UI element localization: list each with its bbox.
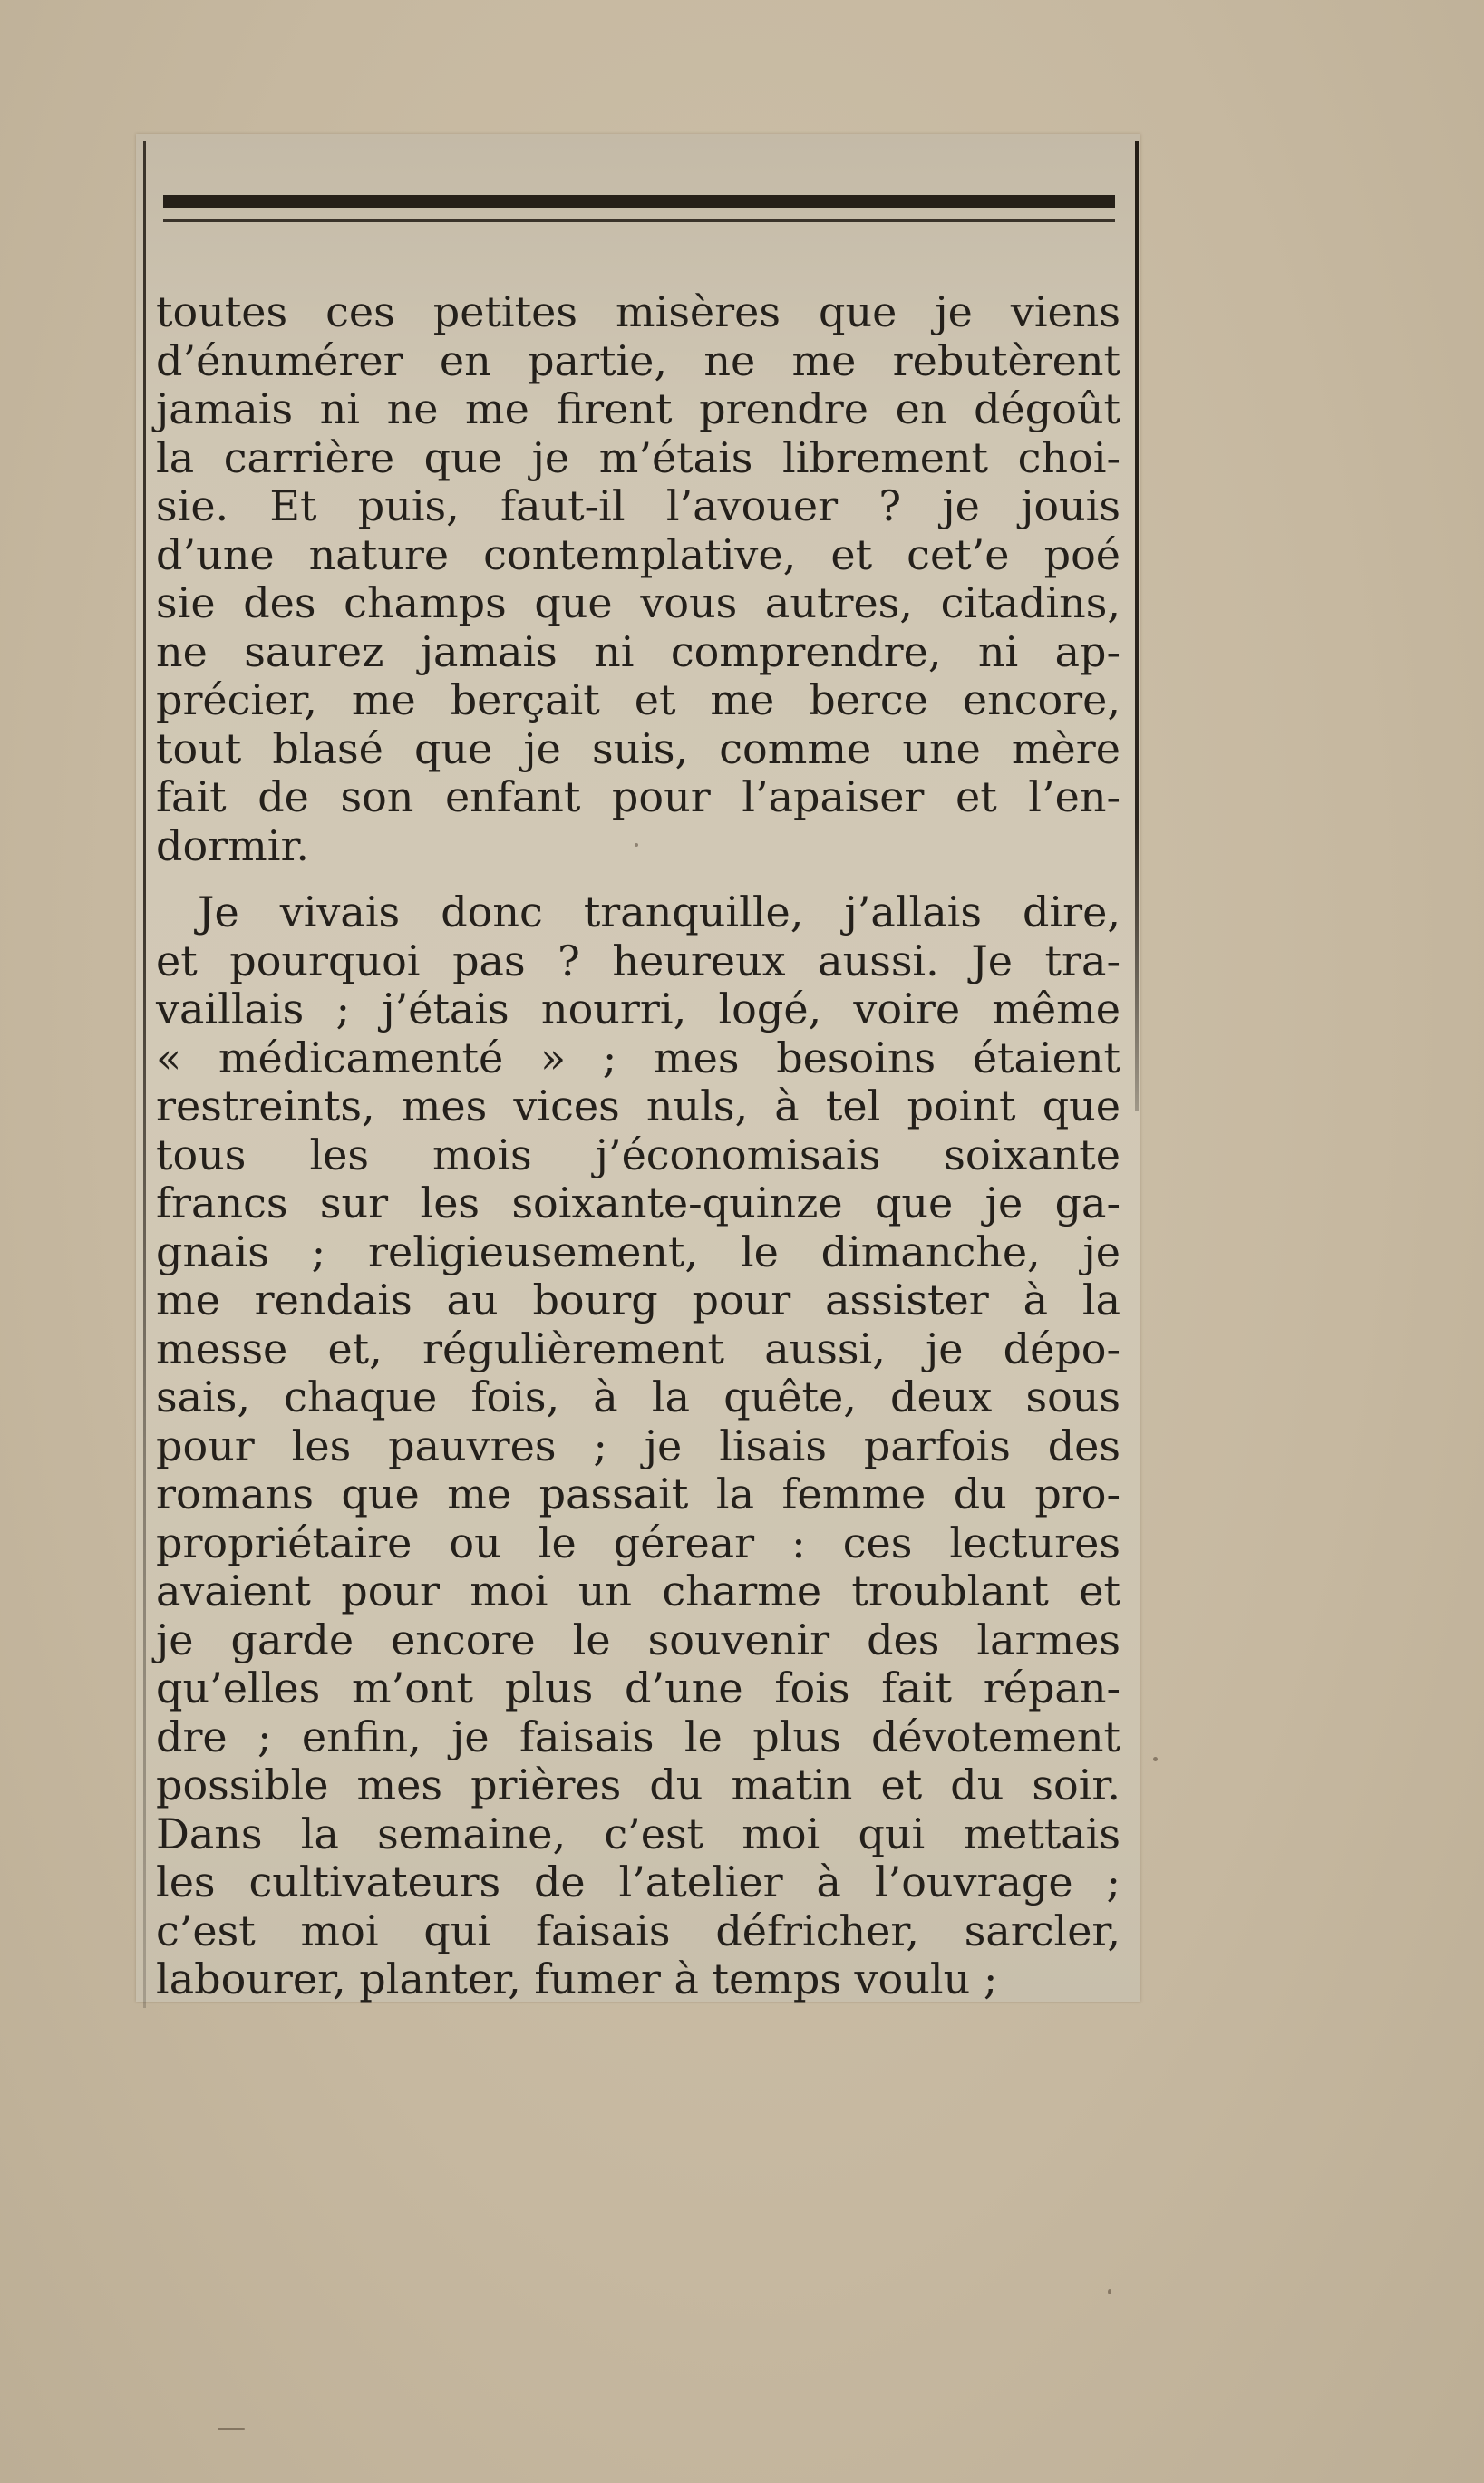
- text-line: précier, me berçait et me berce encore,: [156, 675, 1120, 724]
- text-line: tout blasé que je suis, comme une mère: [156, 723, 1120, 773]
- header-rule-thick: [163, 195, 1115, 208]
- header-rule-thin: [163, 219, 1115, 222]
- text-line: me rendais au bourg pour assister à la: [156, 1275, 1120, 1324]
- column-rule-left: [143, 141, 146, 2008]
- text-line: qu’elles m’ont plus d’une fois fait répan-: [156, 1663, 1120, 1712]
- text-line: et pourquoi pas ? heureux aussi. Je tra-: [156, 936, 1120, 985]
- text-line: Dans la semaine, c’est moi qui mettais: [156, 1809, 1120, 1858]
- text-line: messe et, régulièrement aussi, je dépo-: [156, 1324, 1120, 1373]
- text-line: fait de son enfant pour l’apaiser et l’en-: [156, 772, 1120, 821]
- column-rule-right: [1135, 141, 1139, 1111]
- text-line: les cultivateurs de l’atelier à l’ouvrage ;: [156, 1857, 1120, 1906]
- text-line: toutes ces petites misères que je viens: [156, 287, 1120, 336]
- text-line: Je vivais donc tranquille, j’allais dire,: [198, 887, 1120, 936]
- text-line: ne saurez jamais ni comprendre, ni ap-: [156, 626, 1120, 676]
- print-speck: [1108, 2289, 1111, 2294]
- text-line: sie. Et puis, faut-il l’avouer ? je jouis: [156, 481, 1120, 530]
- text-line: vaillais ; j’étais nourri, logé, voire même: [156, 984, 1120, 1033]
- text-line: d’énumérer en partie, ne me rebutèrent: [156, 335, 1120, 385]
- text-line: labourer, planter, fumer à temps voulu ;: [156, 1954, 998, 2003]
- text-line: restreints, mes vices nuls, à tel point que: [156, 1081, 1120, 1130]
- text-line: dre ; enfin, je faisais le plus dévotement: [156, 1712, 1120, 1761]
- text-line: possible mes prières du matin et du soir.: [156, 1760, 1120, 1809]
- text-line: tous les mois j’économisais soixante: [156, 1130, 1120, 1179]
- text-line: romans que me passait la femme du pro-: [156, 1469, 1120, 1518]
- text-line: « médicamenté » ; mes besoins étaient: [156, 1033, 1120, 1082]
- print-speck: [635, 843, 638, 847]
- text-line: avaient pour moi un charme troublant et: [156, 1566, 1120, 1615]
- paragraph-1: [156, 288, 1120, 870]
- print-speck: [218, 2428, 245, 2430]
- text-line: la carrière que je m’étais librement choi-: [156, 432, 1120, 482]
- text-line: dormir.: [156, 820, 310, 870]
- text-line: je garde encore le souvenir des larmes: [156, 1615, 1120, 1664]
- article-text: [156, 288, 1120, 2004]
- text-line: d’une nature contemplative, et cet’e poé: [156, 529, 1120, 579]
- text-line: c’est moi qui faisais défricher, sarcler,: [156, 1906, 1120, 1955]
- text-line: propriétaire ou le gérear : ces lectures: [156, 1518, 1120, 1567]
- text-line: francs sur les soixante-quinze que je ga-: [156, 1178, 1120, 1227]
- text-line: pour les pauvres ; je lisais parfois des: [156, 1421, 1120, 1470]
- text-line: sais, chaque fois, à la quête, deux sous: [156, 1372, 1120, 1421]
- text-line: jamais ni ne me firent prendre en dégoût: [156, 384, 1120, 433]
- text-line: gnais ; religieusement, le dimanche, je: [156, 1227, 1120, 1276]
- text-line: sie des champs que vous autres, citadins,: [156, 578, 1120, 627]
- paragraph-2: [156, 888, 1120, 2004]
- print-speck: [1153, 1757, 1158, 1761]
